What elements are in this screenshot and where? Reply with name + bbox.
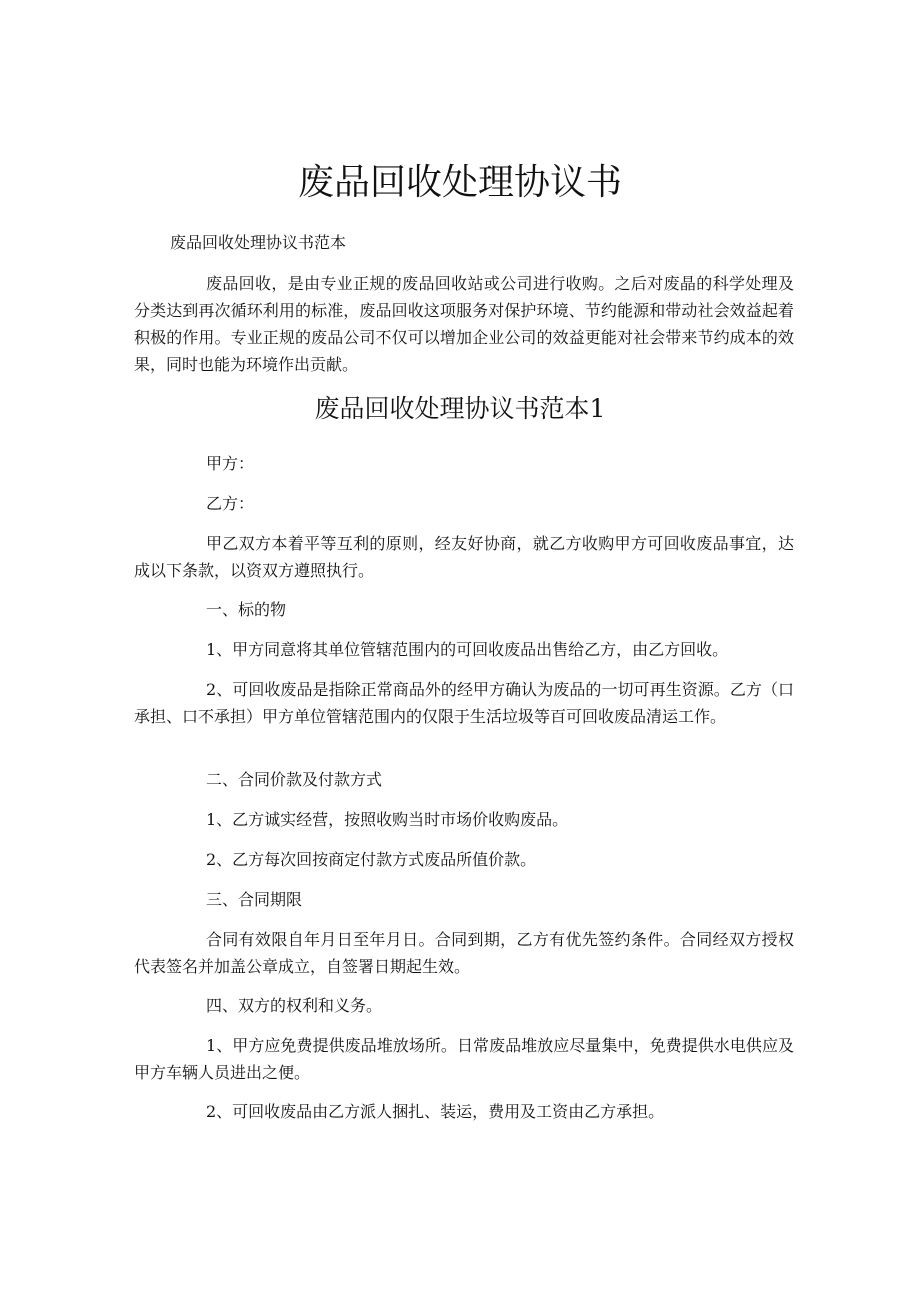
- clause-2-2: 2、乙方每次回按商定付款方式废品所值价款。: [206, 850, 537, 869]
- clause-3-1: 合同有效限自年月日至年月日。合同到期，乙方有优先签约条件。合同经双方授权代表签名并加盖公章成立，自签署日期起生效。: [134, 930, 794, 976]
- clause-heading-rights: 四、双方的权利和义务。: [206, 996, 383, 1015]
- clause-heading-subject: 一、标的物: [206, 600, 287, 619]
- party-b-line: 乙方：: [206, 494, 255, 513]
- section-heading: 废品回收处理协议书范本1: [314, 394, 606, 423]
- clause-2-1: 1、乙方诚实经营，按照收购当时市场价收购废品。: [206, 810, 569, 829]
- clause-4-1: 1、甲方应免费提供废品堆放场所。日常废品堆放应尽量集中，免费提供水电供应及甲方车辆人员进出之便。: [134, 1036, 794, 1082]
- clause-heading-price: 二、合同价款及付款方式: [206, 770, 383, 789]
- intro-paragraph: 废品回收，是由专业正规的废品回收站或公司进行收购。之后对废晶的科学处理及分类达到再次循环利用的标准，废品回收这项服务对保护环境、节约能源和带动社会效益起着积极的作用。专业正规的废品公司不仅可以增加企业公司的效益更能对社会带来节约成本的效果，同时也能为环境作出贡献。: [134, 274, 794, 374]
- clause-4-2: 2、可回收废品由乙方派人捆扎、装运，费用及工资由乙方承担。: [206, 1102, 665, 1121]
- document-subtitle: 废品回收处理协议书范本: [170, 233, 347, 252]
- party-a-line: 甲方：: [206, 454, 255, 473]
- clause-1-2: 2、可回收废品是指除正常商品外的经甲方确认为废品的一切可再生资源。乙方（口承担、口不承担）甲方单位管辖范围内的仅限于生活垃圾等百可回收废品清运工作。: [134, 680, 794, 726]
- clause-1-1: 1、甲方同意将其单位管辖范围内的可回收废品出售给乙方，由乙方回收。: [206, 640, 729, 659]
- clause-heading-term: 三、合同期限: [206, 890, 303, 909]
- preamble-paragraph: 甲乙双方本着平等互利的原则，经友好协商，就乙方收购甲方可回收废品事宜，达成以下条款，以资双方遵照执行。: [134, 534, 794, 580]
- document-title: 废品回收处理协议书: [297, 162, 622, 203]
